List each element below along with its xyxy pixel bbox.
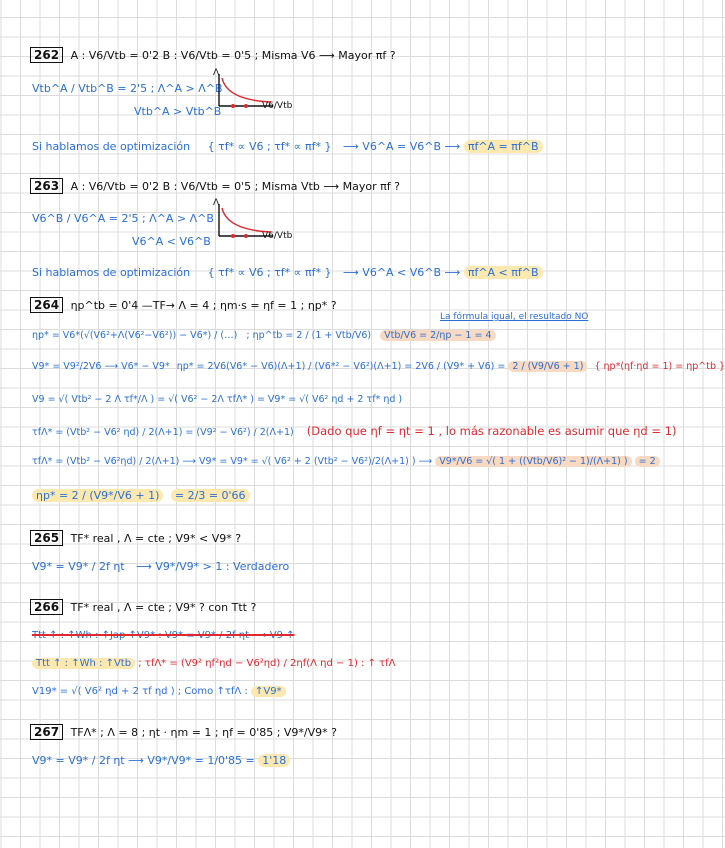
velocity-result: ⟶ V6^A = V6^B ⟶ xyxy=(343,140,461,153)
eq-part: V9* = V9* / 2f ηt xyxy=(32,560,125,573)
eq-highlight: V9*/V6 = √( 1 + ((Vtb/V6)² − 1)/(Λ+1) ) xyxy=(435,456,631,467)
problem-263-velocity-compare: V6^A < V6^B xyxy=(132,235,211,248)
eq-part: ηp* = V6*(√(V6²+Λ(V6²−V6²)) − V6*) / (…) xyxy=(32,330,238,341)
highlight-result: πf^A = πf^B xyxy=(464,140,543,153)
problem-262-optimization xyxy=(32,140,543,153)
highlight-result: πf^A < πf^B xyxy=(464,266,543,279)
eq-ηp-star xyxy=(32,330,496,341)
problem-statement: A : V6/Vtb = 0'2 B : V6/Vtb = 0'5 ; Misma V6 ⟶ Mayor πf ? xyxy=(70,49,396,62)
problem-number: 265 xyxy=(30,530,63,546)
eq-highlight: = 2 xyxy=(635,456,660,467)
eq-part: V9* = V9²/2V6 ⟶ V6* − V9* xyxy=(32,361,170,372)
eq-red: ; τfΛ* = (V9² ηf²ηd − V6²ηd) / 2ηf(Λ ηd − 1) : ↑ τfΛ xyxy=(138,658,396,669)
graph-y-label: Λ xyxy=(213,198,220,208)
problem-statement: TF* real , Λ = cte ; V9* ? con Ttt ? xyxy=(70,601,257,614)
problem-262-ratio: Vtb^A / Vtb^B = 2'5 ; Λ^A > Λ^B xyxy=(32,82,223,95)
problem-266-conclusion xyxy=(32,686,286,697)
eq-part: ; ηp^tb = 2 / (1 + Vtb/V6) xyxy=(246,330,372,341)
problem-264-header xyxy=(30,297,337,313)
problem-statement: TF* real , Λ = cte ; V9* < V9* ? xyxy=(70,532,242,545)
struck-attempt: Ttt ↑ : ↑Wh : ↑Jap ↑V9* : V9* = V9* / 2f ηt ⟶ V9 ↑ xyxy=(32,630,295,641)
problem-number: 263 xyxy=(30,178,63,194)
eq-v9-root: V9 = √( Vtb² − 2 Λ τf*/Λ ) = √( V6² − 2Λ τfΛ* ) = V9* = √( V6² ηd + 2 τf* ηd ) xyxy=(32,394,403,405)
proportionality: { τf* ∝ V6 ; τf* ∝ πf* } xyxy=(207,266,332,279)
final-result: = 2/3 = 0'66 xyxy=(171,489,250,502)
graph-y-label: Λ xyxy=(213,68,220,78)
margin-note: La fórmula igual, el resultado NO xyxy=(440,312,589,322)
eq-highlight: 2 / (V9/V6 + 1) xyxy=(508,361,587,372)
eq-highlight: Vtb/V6 = 2/ηp − 1 = 4 xyxy=(380,330,495,341)
problem-263-header xyxy=(30,178,400,194)
eq-final-ηp xyxy=(32,489,250,502)
proportionality: { τf* ∝ V6 ; τf* ∝ πf* } xyxy=(207,140,332,153)
problem-267-header xyxy=(30,724,337,740)
eq-part: τfΛ* = (Vtb² − V6² ηd) / 2(Λ+1) = (V9² − V6²) / 2(Λ+1) xyxy=(32,427,294,438)
problem-263-optimization xyxy=(32,266,543,279)
eq-part: τfΛ* = (Vtb² − V6²ηd) / 2(Λ+1) ⟶ V9* = V9* = √( V6² + 2 (Vtb² − V6²)/2(Λ+1) ) ⟶ xyxy=(32,456,433,467)
graph-x-label: V6/Vtb xyxy=(262,101,293,111)
problem-statement: TFΛ* ; Λ = 8 ; ηt · ηm = 1 ; ηf = 0'85 ; V9*/V9* ? xyxy=(70,726,337,739)
eq-part: V9* = V9* / 2f ηt ⟶ V9*/V9* = 1/0'85 = xyxy=(32,754,255,767)
problem-262-header xyxy=(30,47,396,63)
problem-statement: ηp^tb = 0'4 —TF→ Λ = 4 ; ηm·s = ηf = 1 ; ηp* ? xyxy=(70,299,337,312)
optimization-label: Si hablamos de optimización xyxy=(32,140,191,153)
eq-highlight: Ttt ↑ : ↑Wh : ↑Vtb xyxy=(32,658,135,669)
problem-266-header xyxy=(30,599,256,615)
problem-262-velocity-compare: Vtb^A > Vtb^B xyxy=(134,105,222,118)
final-result: 1'18 xyxy=(258,754,290,767)
eq-v9-star xyxy=(32,361,725,372)
problem-number: 267 xyxy=(30,724,63,740)
problem-number: 262 xyxy=(30,47,63,63)
eq-highlight: ηp* = 2 / (V9*/V6 + 1) xyxy=(32,489,163,502)
problem-265-header xyxy=(30,530,241,546)
velocity-result: ⟶ V6^A < V6^B ⟶ xyxy=(343,266,461,279)
verdict: ⟶ V9*/V9* > 1 : Verdadero xyxy=(136,560,290,573)
graph-x-label: V6/Vtb xyxy=(262,231,293,241)
optimization-label: Si hablamos de optimización xyxy=(32,266,191,279)
assumption-note: (Dado que ηf = ηt = 1 , lo más razonable es asumir que ηd = 1) xyxy=(306,424,677,438)
problem-263-ratio: V6^B / V6^A = 2'5 ; Λ^A > Λ^B xyxy=(32,212,214,225)
eq-part: ηp* = 2V6(V6* − V6)(Λ+1) / (V6*² − V6²)(Λ+1) = 2V6 / (V9* + V6) = xyxy=(176,361,506,372)
problem-267-answer xyxy=(32,754,290,767)
problem-statement: A : V6/Vtb = 0'2 B : V6/Vtb = 0'5 ; Misma Vtb ⟶ Mayor πf ? xyxy=(70,180,400,193)
eq-red-brace: { ηp*(ηf·ηd = 1) = ηp^tb } xyxy=(594,361,725,372)
eq-part: V19* = √( V6² ηd + 2 τf ηd ) ; Como ↑τfΛ : xyxy=(32,686,248,697)
eq-tau-f xyxy=(32,424,676,438)
problem-number: 266 xyxy=(30,599,63,615)
eq-highlight: ↑V9* xyxy=(251,686,286,697)
problem-266-tau xyxy=(32,658,396,669)
eq-v9-ratio xyxy=(32,456,660,467)
problem-265-answer xyxy=(32,560,289,573)
problem-number: 264 xyxy=(30,297,63,313)
